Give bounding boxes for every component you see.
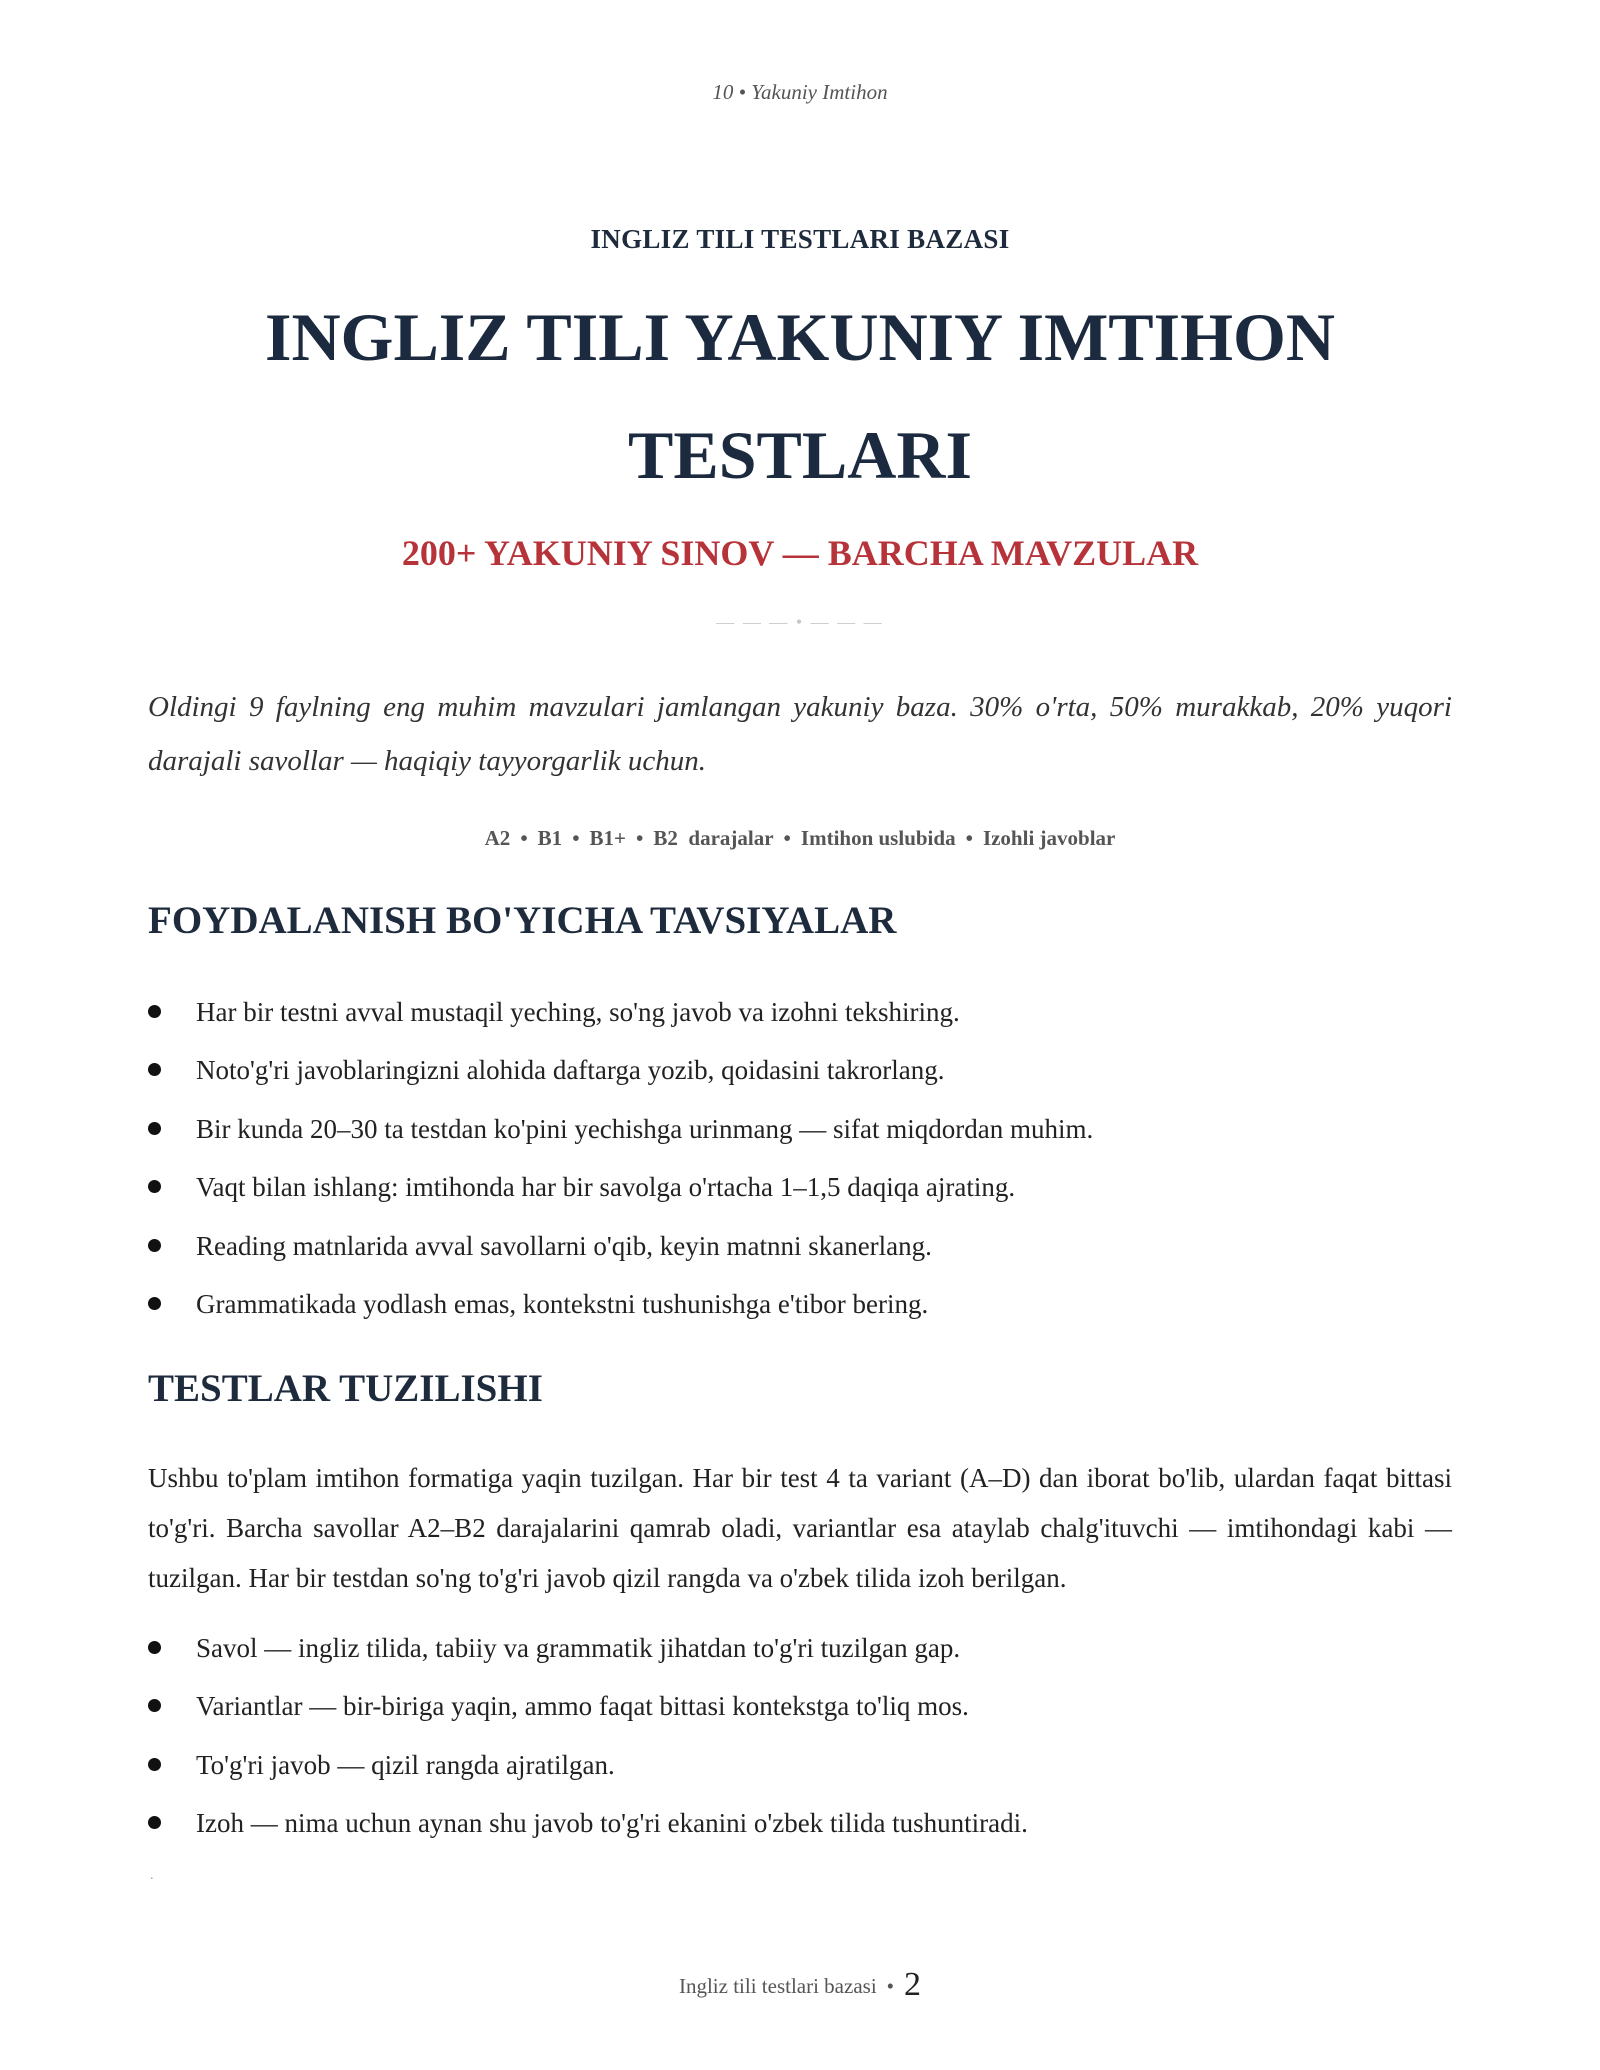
- list-item: [148, 1803, 1452, 1861]
- page-footer: [0, 1966, 1600, 2004]
- list-item-text: Savol — ingliz tilida, tabiiy va grammatik jihatdan to'g'ri tuzilgan gap.: [196, 1633, 961, 1663]
- running-header: 10 • Yakuniy Imtihon: [712, 80, 888, 104]
- section-heading-recommendations: FOYDALANISH BO'YICHA TAVSIYALAR: [148, 899, 897, 942]
- list-item: [148, 1686, 1452, 1744]
- footer-text: Ingliz tili testlari bazasi: [678, 1974, 877, 1998]
- list-item-text: Har bir testni avval mustaqil yeching, so'ng javob va izohni tekshiring.: [196, 997, 960, 1027]
- bullet-icon: [148, 1641, 161, 1654]
- bullet-icon: [148, 1063, 161, 1076]
- list-item: [148, 1628, 1452, 1686]
- bullet-dot-icon: •: [783, 826, 791, 850]
- list-item: [148, 1284, 1452, 1342]
- bullet-icon: [148, 1122, 161, 1135]
- ornament-divider: — — — • — — —: [716, 612, 884, 632]
- document-subtitle: 200+ YAKUNIY SINOV — BARCHA MAVZULAR: [401, 533, 1199, 573]
- tag-item: B2 darajalar: [653, 826, 774, 850]
- document-title: INGLIZ TILI YAKUNIY IMTIHON TESTLARI: [264, 299, 1335, 493]
- tag-item: Imtihon uslubida: [800, 826, 956, 850]
- bullet-icon: [148, 1758, 161, 1771]
- list-item: [148, 1050, 1452, 1108]
- list-item-text: Grammatikada yodlash emas, kontekstni tushunishga e'tibor bering.: [196, 1288, 929, 1319]
- section-heading-structure: TESTLAR TUZILISHI: [148, 1367, 543, 1410]
- structure-list: [148, 1628, 1452, 1862]
- bullet-dot-icon: •: [520, 826, 528, 850]
- list-item: [148, 1745, 1452, 1803]
- bullet-icon: [148, 1699, 161, 1712]
- footer-separator: •: [886, 1974, 895, 1998]
- list-item: [148, 1167, 1452, 1225]
- bullet-icon: [148, 1005, 161, 1018]
- list-item-text: Noto'g'ri javoblaringizni alohida daftarga yozib, qoidasini takrorlang.: [196, 1055, 945, 1086]
- list-item-text: Izoh — nima uchun aynan shu javob to'g'ri ekanini o'zbek tilida tushuntiradi.: [196, 1808, 1028, 1839]
- list-item-text: To'g'ri javob — qizil rangda ajratilgan.: [196, 1749, 615, 1780]
- list-item-text: Bir kunda 20–30 ta testdan ko'pini yechishga urinmang — sifat miqdordan muhim.: [196, 1113, 1094, 1144]
- list-item-text: Reading matnlarida avval savollarni o'qib, keyin matnni skanerlang.: [196, 1230, 932, 1261]
- tag-item: A2: [484, 826, 511, 850]
- intro-paragraph: Oldingi 9 faylning eng muhim mavzulari jamlangan yakuniy baza. 30% o'rta, 50% murakkab, 20% yuqori darajali savollar — haqiqiy tayyorgarlik uchun.: [148, 691, 1452, 777]
- small-mark: .: [150, 1868, 154, 1883]
- structure-paragraph: Ushbu to'plam imtihon formatiga yaqin tuzilgan. Har bir test 4 ta variant (A–D) dan iborat bo'lib, ulardan faqat bittasi to'g'ri. Barcha savollar A2–B2 darajalarini qamrab oladi, variantlar esa ataylab chalg'ituvchi — imtihondagi kabi — tuzilgan. Har bir testdan so'ng to'g'ri javob qizil rangda va o'zbek tilida izoh berilgan.: [148, 1463, 1452, 1593]
- bullet-icon: [148, 1239, 161, 1252]
- recommendations-list: [148, 992, 1452, 1342]
- bullet-dot-icon: •: [572, 826, 580, 850]
- tag-item: B1: [537, 826, 563, 850]
- list-item: [148, 1226, 1452, 1284]
- list-item-text: Vaqt bilan ishlang: imtihonda har bir savolga o'rtacha 1–1,5 daqiqa ajrating.: [196, 1172, 1016, 1203]
- list-item: [148, 1109, 1452, 1167]
- list-item-text: Variantlar — bir-biriga yaqin, ammo faqat bittasi kontekstga to'liq mos.: [196, 1691, 969, 1722]
- list-item: [148, 992, 1452, 1050]
- tag-item: Izohli javoblar: [982, 826, 1116, 850]
- bullet-dot-icon: •: [636, 826, 644, 850]
- bullet-dot-icon: •: [965, 826, 973, 850]
- tag-item: B1+: [589, 826, 627, 850]
- bullet-icon: [148, 1297, 161, 1310]
- level-tags: [0, 826, 1600, 851]
- bullet-icon: [148, 1180, 161, 1193]
- bullet-icon: [148, 1816, 161, 1829]
- page-number: 2: [904, 1966, 922, 2003]
- document-eyebrow: INGLIZ TILI TESTLARI BAZASI: [590, 224, 1010, 254]
